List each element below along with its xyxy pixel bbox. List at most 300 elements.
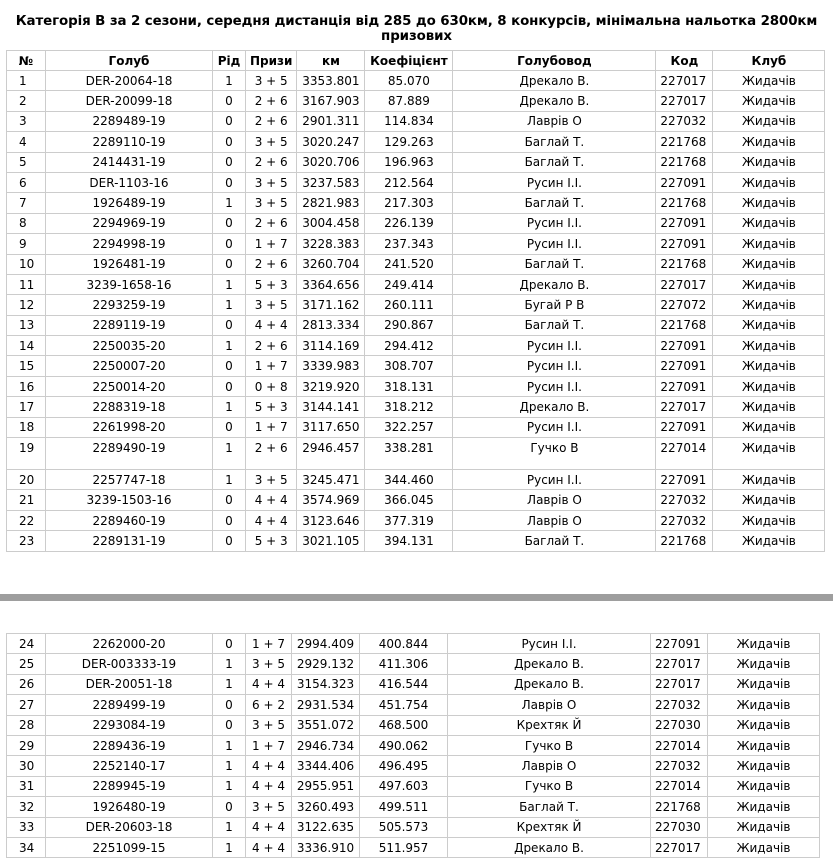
cell-breeder: Лаврів О <box>453 111 656 131</box>
cell-number: 27 <box>7 695 46 715</box>
cell-breeder: Баглай Т. <box>453 132 656 152</box>
cell-breeder: Русин І.І. <box>453 336 656 356</box>
cell-coefficient: 451.754 <box>360 695 448 715</box>
cell-sex: 1 <box>213 776 246 796</box>
cell-breeder: Дрекало В. <box>448 837 651 857</box>
cell-pigeon: 2289131-19 <box>46 531 213 551</box>
cell-code: 227091 <box>656 336 713 356</box>
cell-coefficient: 377.319 <box>365 510 453 530</box>
cell-coefficient: 505.573 <box>360 817 448 837</box>
cell-number: 7 <box>7 193 46 213</box>
cell-club: Жидачів <box>713 274 825 294</box>
cell-km: 3260.704 <box>297 254 365 274</box>
cell-club: Жидачів <box>713 417 825 437</box>
cell-km: 3020.247 <box>297 132 365 152</box>
table-row <box>7 735 820 755</box>
cell-number: 1 <box>7 71 46 91</box>
table-row <box>7 172 825 192</box>
cell-pigeon: 3239-1503-16 <box>46 490 213 510</box>
cell-number: 14 <box>7 336 46 356</box>
cell-prizes: 3 + 5 <box>246 172 297 192</box>
cell-number: 5 <box>7 152 46 172</box>
cell-km: 2946.457 <box>297 438 365 470</box>
cell-coefficient: 468.500 <box>360 715 448 735</box>
cell-breeder: Дрекало В. <box>453 71 656 91</box>
ranking-table-part1 <box>6 50 825 552</box>
cell-pigeon: DER-20051-18 <box>46 674 213 694</box>
table-row <box>7 315 825 335</box>
cell-code: 221768 <box>656 531 713 551</box>
cell-club: Жидачів <box>713 376 825 396</box>
table-row <box>7 470 825 490</box>
cell-km: 3123.646 <box>297 510 365 530</box>
cell-km: 3551.072 <box>292 715 360 735</box>
cell-pigeon: 2289945-19 <box>46 776 213 796</box>
cell-number: 15 <box>7 356 46 376</box>
cell-km: 3122.635 <box>292 817 360 837</box>
cell-pigeon: 2250014-20 <box>46 376 213 396</box>
cell-prizes: 0 + 8 <box>246 376 297 396</box>
cell-sex: 1 <box>213 470 246 490</box>
cell-pigeon: 2289499-19 <box>46 695 213 715</box>
cell-club: Жидачів <box>713 91 825 111</box>
cell-club: Жидачів <box>713 254 825 274</box>
cell-number: 8 <box>7 213 46 233</box>
cell-coefficient: 212.564 <box>365 172 453 192</box>
cell-km: 2946.734 <box>292 735 360 755</box>
cell-code: 221768 <box>656 254 713 274</box>
cell-prizes: 3 + 5 <box>246 132 297 152</box>
cell-code: 227091 <box>651 634 708 654</box>
cell-sex: 1 <box>213 295 246 315</box>
table-row <box>7 91 825 111</box>
cell-coefficient: 308.707 <box>365 356 453 376</box>
cell-sex: 1 <box>213 817 246 837</box>
cell-prizes: 3 + 5 <box>246 797 292 817</box>
cell-prizes: 1 + 7 <box>246 735 292 755</box>
cell-pigeon: 2261998-20 <box>46 417 213 437</box>
header-code: Код <box>656 51 713 71</box>
cell-code: 221768 <box>656 193 713 213</box>
table-row <box>7 797 820 817</box>
cell-prizes: 4 + 4 <box>246 756 292 776</box>
cell-coefficient: 416.544 <box>360 674 448 694</box>
cell-club: Жидачів <box>713 132 825 152</box>
cell-km: 2955.951 <box>292 776 360 796</box>
cell-prizes: 5 + 3 <box>246 274 297 294</box>
cell-sex: 1 <box>213 837 246 857</box>
cell-number: 32 <box>7 797 46 817</box>
cell-sex: 0 <box>213 132 246 152</box>
cell-coefficient: 394.131 <box>365 531 453 551</box>
cell-sex: 1 <box>213 735 246 755</box>
table-row <box>7 674 820 694</box>
table-row <box>7 715 820 735</box>
cell-km: 3020.706 <box>297 152 365 172</box>
table-row <box>7 438 825 470</box>
cell-sex: 0 <box>213 490 246 510</box>
cell-breeder: Русин І.І. <box>453 376 656 396</box>
cell-code: 227017 <box>656 274 713 294</box>
header-km: км <box>297 51 365 71</box>
cell-club: Жидачів <box>708 715 820 735</box>
cell-breeder: Лаврів О <box>453 490 656 510</box>
ranking-table-part2 <box>6 633 820 858</box>
cell-sex: 1 <box>213 71 246 91</box>
cell-sex: 0 <box>213 797 246 817</box>
cell-km: 3154.323 <box>292 674 360 694</box>
cell-club: Жидачів <box>713 510 825 530</box>
cell-coefficient: 226.139 <box>365 213 453 233</box>
cell-pigeon: 2289436-19 <box>46 735 213 755</box>
cell-prizes: 2 + 6 <box>246 111 297 131</box>
cell-coefficient: 496.495 <box>360 756 448 776</box>
cell-sex: 1 <box>213 397 246 417</box>
cell-breeder: Гучко В <box>448 776 651 796</box>
cell-pigeon: DER-20064-18 <box>46 71 213 91</box>
cell-code: 227014 <box>651 776 708 796</box>
cell-coefficient: 217.303 <box>365 193 453 213</box>
cell-code: 221768 <box>656 152 713 172</box>
cell-breeder: Русин І.І. <box>453 213 656 233</box>
cell-pigeon: 1926480-19 <box>46 797 213 817</box>
cell-coefficient: 294.412 <box>365 336 453 356</box>
cell-prizes: 4 + 4 <box>246 315 297 335</box>
cell-coefficient: 318.212 <box>365 397 453 417</box>
cell-club: Жидачів <box>708 634 820 654</box>
cell-code: 227014 <box>651 735 708 755</box>
cell-breeder: Крехтяк Й <box>448 817 651 837</box>
cell-km: 2821.983 <box>297 193 365 213</box>
cell-breeder: Баглай Т. <box>453 193 656 213</box>
cell-code: 221768 <box>656 132 713 152</box>
cell-number: 9 <box>7 234 46 254</box>
cell-breeder: Дрекало В. <box>453 91 656 111</box>
cell-pigeon: 2294998-19 <box>46 234 213 254</box>
table-row <box>7 634 820 654</box>
cell-coefficient: 249.414 <box>365 274 453 294</box>
cell-code: 227091 <box>656 172 713 192</box>
cell-club: Жидачів <box>713 438 825 470</box>
cell-code: 227032 <box>651 695 708 715</box>
header-prizes: Призи <box>246 51 297 71</box>
cell-pigeon: 2289489-19 <box>46 111 213 131</box>
cell-code: 227032 <box>656 510 713 530</box>
cell-prizes: 4 + 4 <box>246 817 292 837</box>
table-row <box>7 71 825 91</box>
cell-number: 34 <box>7 837 46 857</box>
cell-sex: 0 <box>213 715 246 735</box>
cell-club: Жидачів <box>708 797 820 817</box>
table-row <box>7 132 825 152</box>
cell-breeder: Русин І.І. <box>453 172 656 192</box>
cell-km: 3219.920 <box>297 376 365 396</box>
cell-prizes: 2 + 6 <box>246 213 297 233</box>
cell-number: 23 <box>7 531 46 551</box>
page-divider <box>0 594 833 601</box>
table-row <box>7 376 825 396</box>
cell-sex: 0 <box>213 510 246 530</box>
cell-pigeon: 1926481-19 <box>46 254 213 274</box>
table-row <box>7 152 825 172</box>
cell-sex: 0 <box>213 111 246 131</box>
cell-prizes: 1 + 7 <box>246 634 292 654</box>
cell-coefficient: 497.603 <box>360 776 448 796</box>
table-body-part1 <box>7 71 825 552</box>
cell-km: 3344.406 <box>292 756 360 776</box>
cell-number: 26 <box>7 674 46 694</box>
cell-breeder: Дрекало В. <box>448 674 651 694</box>
cell-km: 3364.656 <box>297 274 365 294</box>
cell-club: Жидачів <box>713 356 825 376</box>
cell-code: 227032 <box>656 111 713 131</box>
table-row <box>7 254 825 274</box>
header-sex: Рід <box>213 51 246 71</box>
cell-code: 227017 <box>656 397 713 417</box>
cell-code: 221768 <box>656 315 713 335</box>
table-row <box>7 213 825 233</box>
header-coefficient: Коефіцієнт <box>365 51 453 71</box>
cell-sex: 0 <box>213 152 246 172</box>
cell-code: 227017 <box>656 71 713 91</box>
cell-prizes: 2 + 6 <box>246 254 297 274</box>
cell-prizes: 4 + 4 <box>246 674 292 694</box>
cell-coefficient: 114.834 <box>365 111 453 131</box>
cell-coefficient: 318.131 <box>365 376 453 396</box>
cell-prizes: 3 + 5 <box>246 295 297 315</box>
cell-coefficient: 344.460 <box>365 470 453 490</box>
cell-prizes: 2 + 6 <box>246 91 297 111</box>
cell-breeder: Баглай Т. <box>453 152 656 172</box>
cell-sex: 1 <box>213 756 246 776</box>
table-row <box>7 837 820 857</box>
cell-sex: 0 <box>213 417 246 437</box>
cell-code: 227032 <box>656 490 713 510</box>
cell-club: Жидачів <box>713 71 825 91</box>
cell-club: Жидачів <box>713 152 825 172</box>
cell-breeder: Баглай Т. <box>453 315 656 335</box>
cell-sex: 1 <box>213 274 246 294</box>
cell-pigeon: 2288319-18 <box>46 397 213 417</box>
table-row <box>7 356 825 376</box>
cell-sex: 0 <box>213 254 246 274</box>
cell-club: Жидачів <box>713 111 825 131</box>
cell-club: Жидачів <box>708 837 820 857</box>
cell-number: 29 <box>7 735 46 755</box>
cell-sex: 0 <box>213 315 246 335</box>
cell-number: 12 <box>7 295 46 315</box>
cell-km: 3228.383 <box>297 234 365 254</box>
cell-sex: 1 <box>213 336 246 356</box>
table-row <box>7 417 825 437</box>
cell-code: 227091 <box>656 376 713 396</box>
cell-number: 16 <box>7 376 46 396</box>
cell-pigeon: 2251099-15 <box>46 837 213 857</box>
cell-breeder: Русин І.І. <box>453 417 656 437</box>
cell-breeder: Русин І.І. <box>453 470 656 490</box>
cell-club: Жидачів <box>713 531 825 551</box>
cell-coefficient: 260.111 <box>365 295 453 315</box>
cell-coefficient: 237.343 <box>365 234 453 254</box>
cell-km: 3574.969 <box>297 490 365 510</box>
cell-pigeon: 2294969-19 <box>46 213 213 233</box>
cell-sex: 0 <box>213 634 246 654</box>
cell-km: 3167.903 <box>297 91 365 111</box>
cell-club: Жидачів <box>713 397 825 417</box>
cell-km: 3245.471 <box>297 470 365 490</box>
cell-club: Жидачів <box>708 735 820 755</box>
cell-prizes: 6 + 2 <box>246 695 292 715</box>
cell-number: 31 <box>7 776 46 796</box>
cell-number: 33 <box>7 817 46 837</box>
cell-number: 24 <box>7 634 46 654</box>
cell-club: Жидачів <box>708 654 820 674</box>
cell-km: 3117.650 <box>297 417 365 437</box>
table-row <box>7 193 825 213</box>
cell-km: 3237.583 <box>297 172 365 192</box>
cell-number: 21 <box>7 490 46 510</box>
cell-code: 227091 <box>656 213 713 233</box>
cell-code: 227017 <box>656 91 713 111</box>
cell-code: 227091 <box>656 234 713 254</box>
cell-pigeon: 2414431-19 <box>46 152 213 172</box>
cell-km: 2931.534 <box>292 695 360 715</box>
cell-prizes: 1 + 7 <box>246 356 297 376</box>
cell-number: 19 <box>7 438 46 470</box>
cell-pigeon: DER-20099-18 <box>46 91 213 111</box>
cell-club: Жидачів <box>708 776 820 796</box>
cell-prizes: 5 + 3 <box>246 397 297 417</box>
cell-coefficient: 338.281 <box>365 438 453 470</box>
cell-code: 227017 <box>651 837 708 857</box>
cell-pigeon: 2250007-20 <box>46 356 213 376</box>
cell-code: 227032 <box>651 756 708 776</box>
cell-breeder: Гучко В <box>453 438 656 470</box>
table-row <box>7 695 820 715</box>
cell-km: 3114.169 <box>297 336 365 356</box>
cell-coefficient: 490.062 <box>360 735 448 755</box>
cell-number: 22 <box>7 510 46 530</box>
cell-sex: 1 <box>213 193 246 213</box>
table-row <box>7 654 820 674</box>
table-row <box>7 510 825 530</box>
cell-sex: 0 <box>213 356 246 376</box>
cell-breeder: Баглай Т. <box>453 254 656 274</box>
cell-breeder: Русин І.І. <box>453 234 656 254</box>
cell-code: 227072 <box>656 295 713 315</box>
cell-coefficient: 499.511 <box>360 797 448 817</box>
table-row <box>7 756 820 776</box>
cell-coefficient: 511.957 <box>360 837 448 857</box>
header-breeder: Голубовод <box>453 51 656 71</box>
cell-code: 227030 <box>651 715 708 735</box>
cell-number: 2 <box>7 91 46 111</box>
cell-breeder: Крехтяк Й <box>448 715 651 735</box>
cell-prizes: 2 + 6 <box>246 152 297 172</box>
cell-prizes: 1 + 7 <box>246 234 297 254</box>
cell-km: 2813.334 <box>297 315 365 335</box>
cell-coefficient: 241.520 <box>365 254 453 274</box>
cell-pigeon: 2289110-19 <box>46 132 213 152</box>
cell-club: Жидачів <box>713 172 825 192</box>
cell-number: 6 <box>7 172 46 192</box>
cell-number: 13 <box>7 315 46 335</box>
table-row <box>7 274 825 294</box>
table-row <box>7 111 825 131</box>
cell-km: 3144.141 <box>297 397 365 417</box>
cell-pigeon: 2293084-19 <box>46 715 213 735</box>
cell-club: Жидачів <box>708 674 820 694</box>
cell-club: Жидачів <box>713 234 825 254</box>
table-row <box>7 531 825 551</box>
cell-km: 3336.910 <box>292 837 360 857</box>
cell-code: 227091 <box>656 417 713 437</box>
table-row <box>7 490 825 510</box>
cell-code: 227091 <box>656 470 713 490</box>
table-row <box>7 295 825 315</box>
cell-pigeon: DER-003333-19 <box>46 654 213 674</box>
table-row <box>7 234 825 254</box>
cell-sex: 0 <box>213 213 246 233</box>
cell-number: 25 <box>7 654 46 674</box>
cell-number: 10 <box>7 254 46 274</box>
table-row <box>7 336 825 356</box>
cell-number: 28 <box>7 715 46 735</box>
cell-code: 227091 <box>656 356 713 376</box>
cell-club: Жидачів <box>713 295 825 315</box>
cell-number: 17 <box>7 397 46 417</box>
cell-pigeon: DER-1103-16 <box>46 172 213 192</box>
cell-code: 227017 <box>651 674 708 694</box>
cell-coefficient: 290.867 <box>365 315 453 335</box>
cell-km: 3171.162 <box>297 295 365 315</box>
header-pigeon: Голуб <box>46 51 213 71</box>
cell-number: 20 <box>7 470 46 490</box>
cell-prizes: 4 + 4 <box>246 490 297 510</box>
cell-club: Жидачів <box>713 336 825 356</box>
table-body-part2 <box>7 634 820 858</box>
header-club: Клуб <box>713 51 825 71</box>
cell-breeder: Русин І.І. <box>448 634 651 654</box>
cell-prizes: 3 + 5 <box>246 71 297 91</box>
cell-breeder: Гучко В <box>448 735 651 755</box>
cell-number: 11 <box>7 274 46 294</box>
cell-km: 2901.311 <box>297 111 365 131</box>
cell-sex: 0 <box>213 91 246 111</box>
cell-prizes: 3 + 5 <box>246 470 297 490</box>
cell-sex: 0 <box>213 376 246 396</box>
cell-code: 227014 <box>656 438 713 470</box>
cell-number: 18 <box>7 417 46 437</box>
cell-prizes: 2 + 6 <box>246 336 297 356</box>
table-row <box>7 817 820 837</box>
cell-coefficient: 366.045 <box>365 490 453 510</box>
cell-breeder: Дрекало В. <box>448 654 651 674</box>
cell-prizes: 4 + 4 <box>246 776 292 796</box>
cell-prizes: 3 + 5 <box>246 654 292 674</box>
cell-breeder: Дрекало В. <box>453 397 656 417</box>
cell-breeder: Баглай Т. <box>453 531 656 551</box>
cell-prizes: 1 + 7 <box>246 417 297 437</box>
cell-sex: 1 <box>213 438 246 470</box>
cell-sex: 1 <box>213 654 246 674</box>
cell-pigeon: 2257747-18 <box>46 470 213 490</box>
cell-breeder: Лаврів О <box>453 510 656 530</box>
cell-coefficient: 196.963 <box>365 152 453 172</box>
cell-pigeon: 2250035-20 <box>46 336 213 356</box>
cell-coefficient: 87.889 <box>365 91 453 111</box>
cell-code: 227030 <box>651 817 708 837</box>
